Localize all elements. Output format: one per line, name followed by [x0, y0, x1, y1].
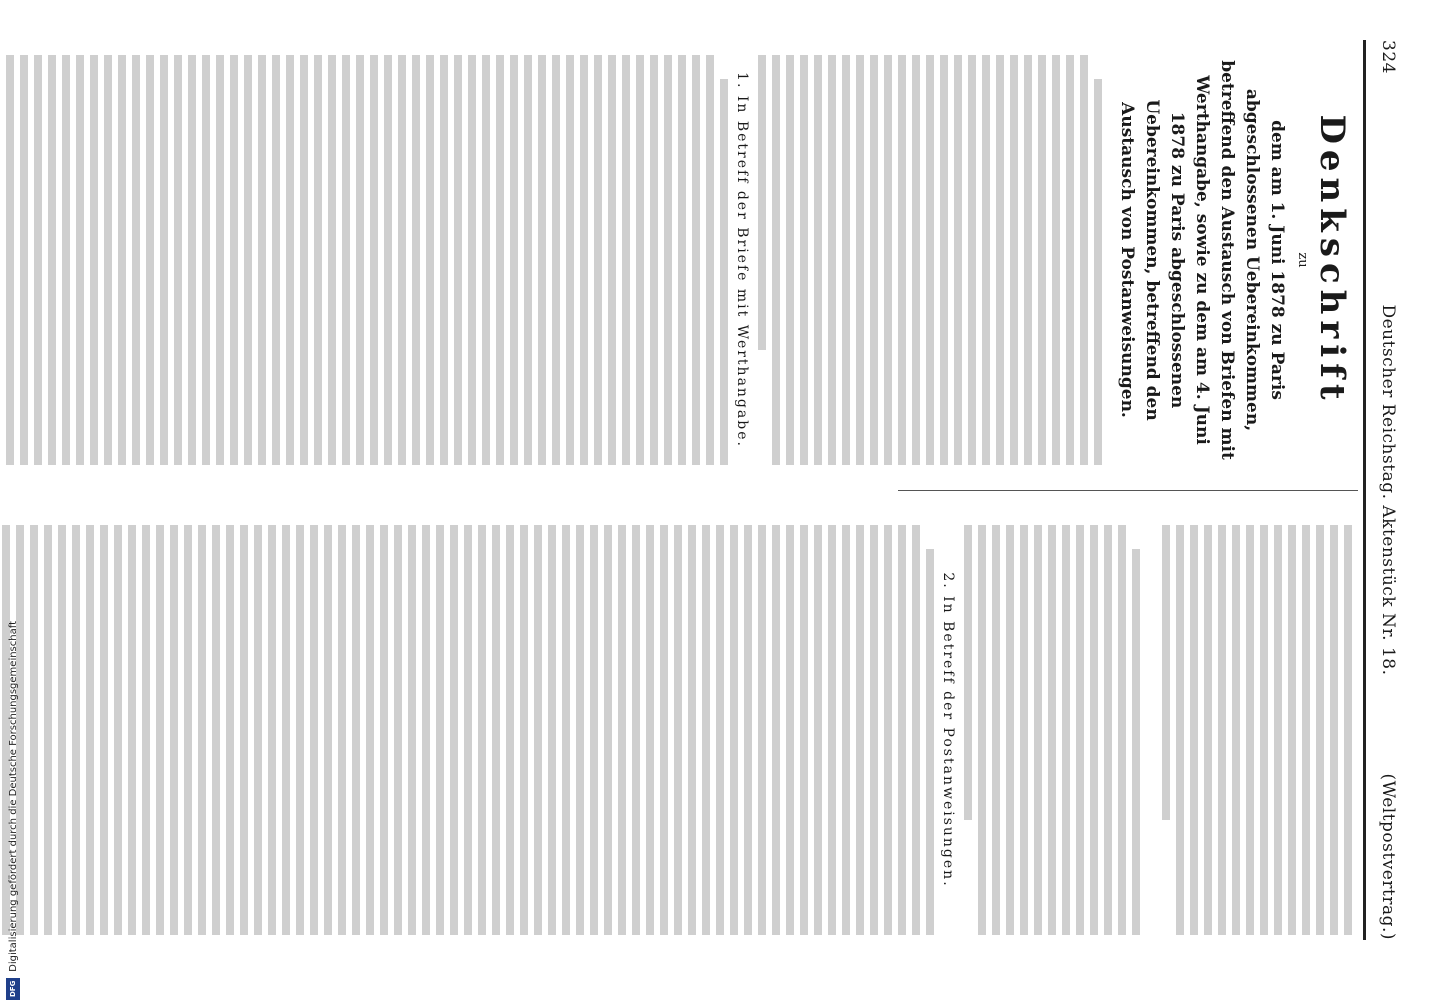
- continuation-paragraph: [964, 525, 1352, 935]
- section-1-paragraph: [0, 55, 728, 465]
- section-1-heading: 1. In Betreff der Briefe mit Werthangabe.: [734, 72, 750, 448]
- document-lead: dem am 1. Juni 1878 zu Paris abgeschlossenen Uebereinkommen, betreffend den Austausch von Briefen mit Werthangabe, sowie zu dem am 4. Juni 1878 zu Paris abgeschlossenen Uebereinkommen, betreffend den Austausch von Postanweisungen.: [1117, 60, 1287, 460]
- digitization-note: Digitalisierung gefördert durch die Deutsche Forschungsgemeinschaft: [7, 621, 19, 972]
- running-title: Deutscher Reichstag. Aktenstück Nr. 18.: [1378, 304, 1398, 676]
- section-2-heading: 2. In Betreff der Postanweisungen.: [940, 572, 956, 888]
- document-subtitle: zu: [1295, 252, 1310, 268]
- page-header: [1372, 40, 1398, 940]
- document-title: Denkschrift: [1312, 114, 1352, 406]
- issue-label: (Weltpostvertrag.): [1378, 773, 1398, 940]
- digitization-stamp: [2, 430, 24, 1000]
- intro-paragraph: [758, 55, 1102, 465]
- page-number: 324: [1378, 40, 1398, 74]
- section-2-paragraph: [0, 525, 934, 935]
- left-column: [0, 55, 1352, 465]
- column-rule: [898, 490, 1358, 491]
- right-column: [0, 525, 1352, 935]
- header-rule: [1363, 40, 1366, 940]
- dfg-logo: DFG: [6, 978, 20, 1000]
